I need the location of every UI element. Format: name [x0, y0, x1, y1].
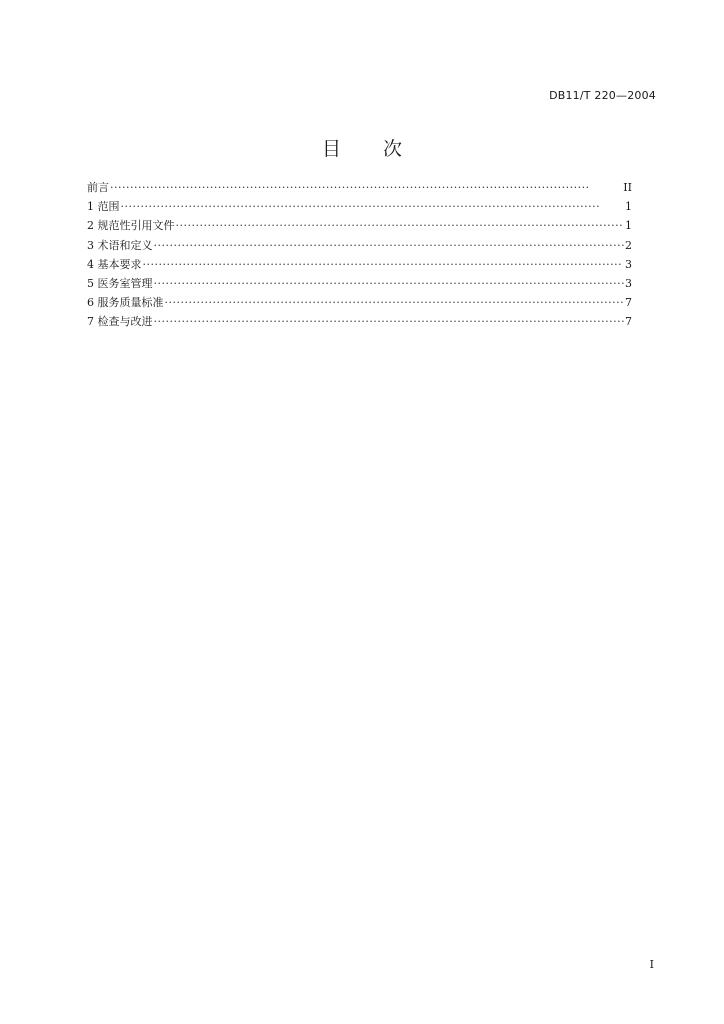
toc-entry-page: 7: [625, 296, 632, 310]
toc-entry-terms-definitions[interactable]: [87, 236, 632, 255]
toc-leader-dots: [110, 178, 622, 197]
toc-leader-dots: [165, 293, 625, 312]
toc-entry-inspection-improvement[interactable]: [87, 312, 632, 331]
toc-entry-scope[interactable]: [87, 197, 632, 216]
table-of-contents: [87, 178, 632, 332]
toc-title: 目 次: [321, 138, 421, 160]
toc-entry-label: 前言: [87, 181, 109, 194]
toc-entry-page: 3: [625, 257, 632, 271]
toc-leader-dots: [143, 255, 625, 274]
toc-entry-page: 2: [625, 238, 632, 252]
document-code: DB11/T 220—2004: [549, 89, 656, 102]
toc-leader-dots: [154, 312, 625, 331]
toc-entry-page: 1: [625, 219, 632, 233]
toc-entry-page: II: [623, 181, 632, 194]
toc-entry-basic-requirements[interactable]: [87, 255, 632, 274]
toc-entry-page: 7: [625, 315, 632, 329]
toc-leader-dots: [176, 216, 625, 235]
toc-entry-label: 5 医务室管理: [87, 276, 153, 290]
toc-entry-page: 1: [625, 200, 632, 214]
toc-entry-label: 4 基本要求: [87, 257, 142, 271]
toc-leader-dots: [121, 197, 625, 216]
toc-entry-label: 1 范围: [87, 200, 120, 214]
toc-entry-normative-references[interactable]: [87, 216, 632, 235]
toc-entry-label: 6 服务质量标准: [87, 296, 164, 310]
toc-entry-page: 3: [625, 276, 632, 290]
toc-entry-clinic-management[interactable]: [87, 274, 632, 293]
toc-entry-foreword[interactable]: [87, 178, 632, 197]
toc-entry-label: 3 术语和定义: [87, 238, 153, 252]
toc-entry-label: 2 规范性引用文件: [87, 219, 175, 233]
toc-leader-dots: [154, 236, 625, 255]
page-number: I: [649, 958, 654, 971]
toc-entry-service-quality[interactable]: [87, 293, 632, 312]
toc-leader-dots: [154, 274, 625, 293]
toc-entry-label: 7 检查与改进: [87, 315, 153, 329]
